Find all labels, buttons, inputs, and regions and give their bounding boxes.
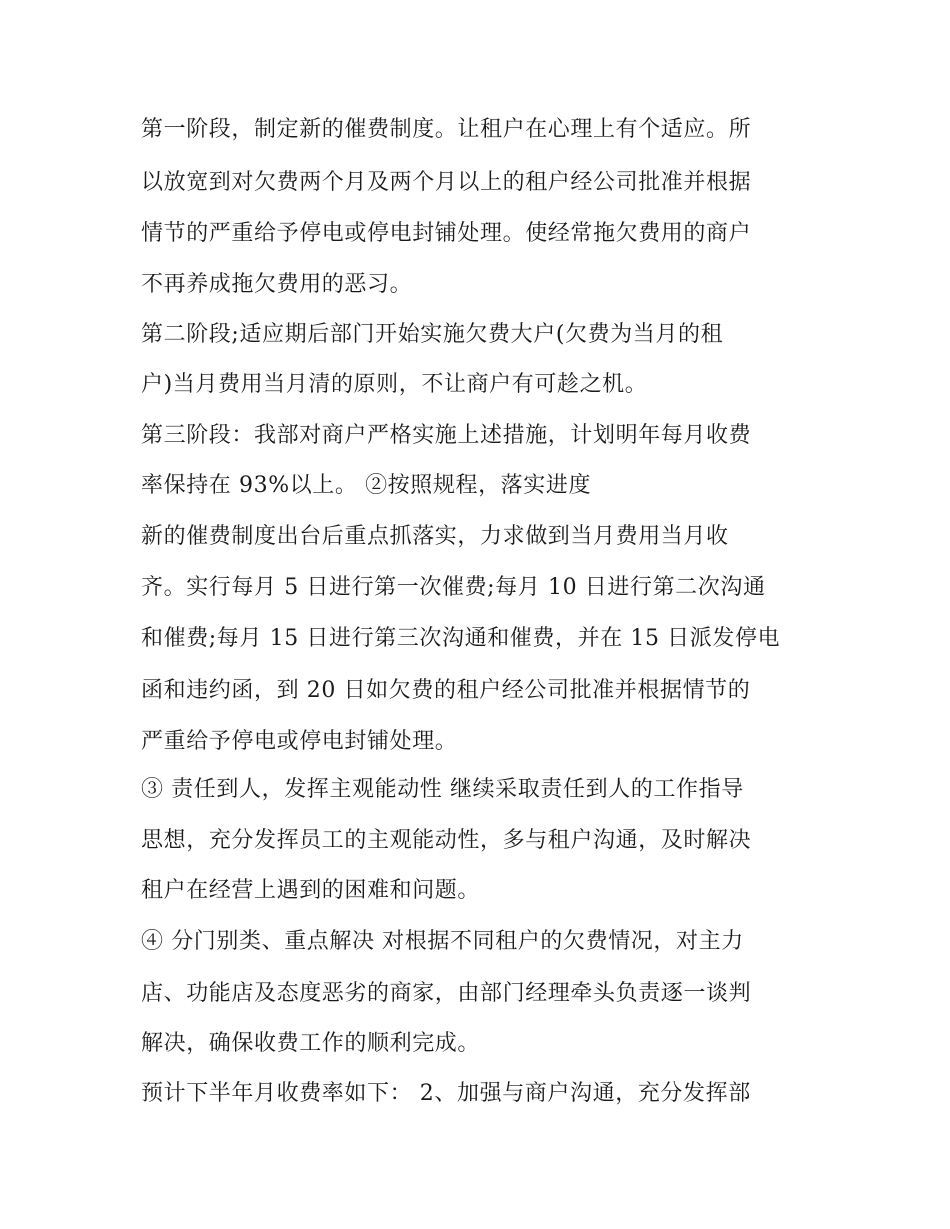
text-line: ④ 分门别类、重点解决 对根据不同租户的欠费情况，对主力 [141, 929, 744, 954]
text-line: 新的催费制度出台后重点抓落实，力求做到当月费用当月收 [141, 524, 729, 549]
text-line: 率保持在 93%以上。 ②按照规程，落实进度 [141, 473, 592, 498]
text-line: 第二阶段;适应期后部门开始实施欠费大户(欠费为当月的租 [141, 322, 724, 347]
text-line: ③ 责任到人，发挥主观能动性 继续采取责任到人的工作指导 [141, 777, 744, 802]
text-line: 解决，确保收费工作的顺利完成。 [141, 1031, 481, 1056]
text-line: 户)当月费用当月清的原则，不让商户有可趁之机。 [141, 372, 648, 397]
text-line: 第三阶段：我部对商户严格实施上述措施，计划明年每月收费 [141, 423, 752, 448]
text-line: 齐。实行每月 5 日进行第一次催费;每月 10 日进行第二次沟通 [141, 575, 766, 600]
text-line: 情节的严重给予停电或停电封铺处理。使经常拖欠费用的商户 [141, 221, 752, 246]
text-line: 租户在经营上遇到的困难和问题。 [141, 878, 481, 903]
text-line: 第一阶段，制定新的催费制度。让租户在心理上有个适应。所 [141, 117, 752, 142]
text-line: 函和违约函，到 20 日如欠费的租户经公司批准并根据情节的 [141, 678, 751, 703]
text-line: 思想，充分发挥员工的主观能动性，多与租户沟通，及时解决 [141, 828, 752, 853]
text-line: 店、功能店及态度恶劣的商家，由部门经理牵头负责逐一谈判 [141, 981, 752, 1006]
text-line: 预计下半年月收费率如下： 2、加强与商户沟通，充分发挥部 [141, 1081, 751, 1106]
text-line: 和催费;每月 15 日进行第三次沟通和催费，并在 15 日派发停电 [141, 626, 781, 651]
text-line: 严重给予停电或停电封铺处理。 [141, 729, 458, 754]
text-line: 不再养成拖欠费用的恶习。 [141, 272, 413, 297]
text-line: 以放宽到对欠费两个月及两个月以上的租户经公司批准并根据 [141, 170, 752, 195]
